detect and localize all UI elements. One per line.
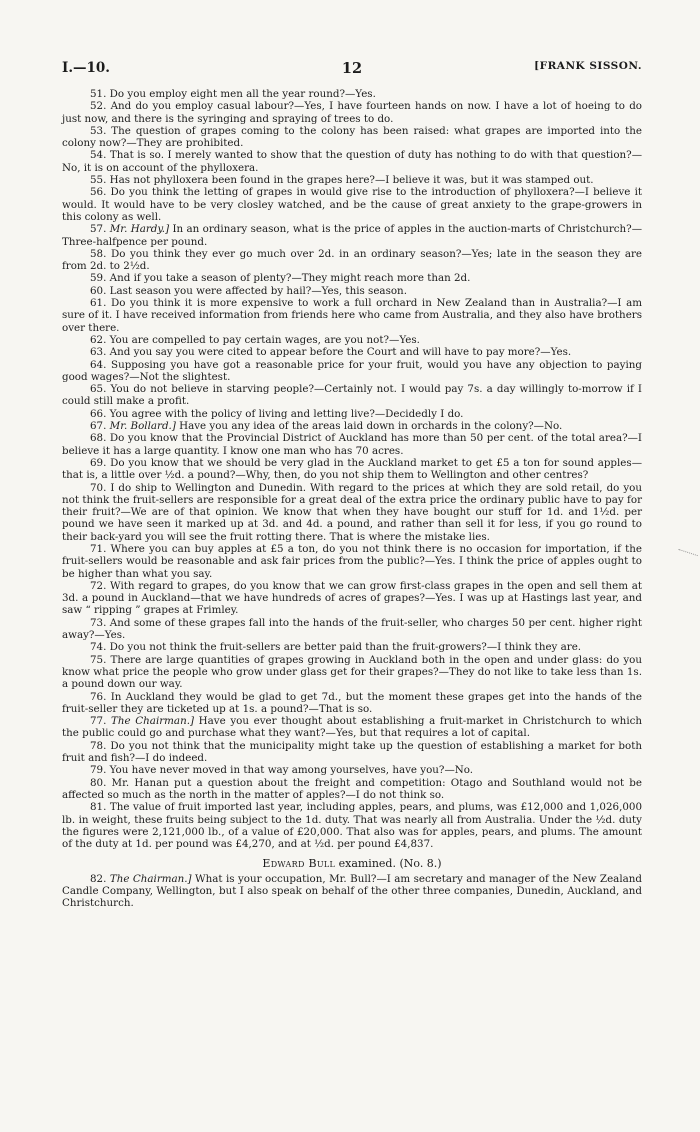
question-paragraph: 64. Supposing you have got a reasonable price for your fruit, would you have any objection to paying good wages?—Not the slightest. (62, 358, 642, 383)
question-paragraph: 62. You are compelled to pay certain wages, are you not?—Yes. (90, 333, 420, 346)
question-paragraph: 76. In Auckland they would be glad to get 7d., but the moment these grapes get into the hands of the fruit-seller they are ticketed up at 1s. a pound?—That is so. (62, 690, 642, 715)
question-paragraph: 56. Do you think the letting of grapes in would give rise to the introduction of phylloxera?—I believe it would. It would have to be very closley watched, and be the cause of great anxiety to the grape-growers in this colony as well. (62, 186, 642, 223)
question-paragraph: 55. Has not phylloxera been found in the grapes here?—I believe it was, but it was stamped out. (90, 174, 594, 187)
section-heading: Edward Bull examined. (No. 8.) (262, 857, 442, 871)
questions-58-66 (62, 248, 642, 420)
question-paragraph: 61. Do you think it is more expensive to work a full orchard in New Zealand than in Australia?—I am sure of it. I have received information from friends here who came from Australia, and they also have brothers over there. (62, 297, 642, 334)
questions-68-76 (62, 432, 642, 715)
question-paragraph: 70. I do ship to Wellington and Dunedin. With regard to the prices at which they are sold retail, do you not think the fruit-sellers are responsible for a great deal of the extra price the ordinary public have to pay for their fruit?—We are of that opinion. We know that when they have bought our stuff for 1d. and 1½d. per pound we have seen it marked up at 3d. and 4d. a pound, and rather than sell it for less, if you go round to their back-yard you will see the fruit rotting there. That is where the mistake lies. (62, 481, 642, 543)
speaker: The Chairman.] (109, 872, 192, 885)
speaker: Mr. Bollard.] (109, 420, 176, 433)
question-paragraph: 63. And you say you were cited to appear before the Court and will have to pay more?—Yes. (90, 346, 572, 359)
question-paragraph: 59. And if you take a season of plenty?—They might reach more than 2d. (90, 272, 471, 285)
witness-name: Edward Bull (262, 857, 336, 871)
question-77: 77. The Chairman.] Have you ever thought about establishing a fruit-market in Christchurch to which the public could go and purchase what they want?—Yes, but that requires a lot of capital. (62, 715, 643, 740)
question-paragraph: 51. Do you employ eight men all the year round?—Yes. (90, 88, 376, 100)
question-paragraph: 81. The value of fruit imported last year, including apples, pears, and plums, was £12,000 and 1,026,000 lb. in weight, these fruits being subject to the 1d. duty. That was nearly all from Australia. Under the ½d. duty the figures were 2,121,000 lb., of a value of £20,000. That also was for apples, pears, and plums. The amount of the duty at 1d. per pound was £4,270, and at ½d. per pound £4,837. (62, 801, 642, 851)
paper-reference: I.—10. (62, 60, 111, 76)
question-paragraph: 58. Do you think they ever go much over 2d. in an ordinary season?—Yes; late in the season they are from 2d. to 2½d. (62, 247, 642, 273)
witness-name-header: [FRANK SISSON. (534, 60, 642, 72)
question-paragraph: 65. You do not believe in starving people?—Certainly not. I would pay 7s. a day willingly to-morrow if I could still make a profit. (62, 383, 642, 408)
question-paragraph: 75. There are large quantities of grapes growing in Auckland both in the open and under glass: do you know what price the people who grow under glass get for their grapes?—They do not like to take less than 1s. a pound down our way. (62, 653, 642, 691)
questions-51-56 (62, 88, 642, 223)
question-paragraph: 72. With regard to grapes, do you know that we can grow first-class grapes in the open and sell them at 3d. a pound in Auckland—that we have hundreds of acres of grapes?—Yes. I was up at Hastings last year, and saw “ ripping ” grapes at Frimley. (62, 579, 642, 617)
page-header (62, 60, 642, 78)
question-paragraph: 79. You have never moved in that way among yourselves, have you?—No. (90, 764, 474, 777)
question-paragraph: 66. You agree with the policy of living and letting live?—Decidedly I do. (90, 407, 464, 420)
speaker: Mr. Hardy.] (109, 223, 170, 236)
page-number: 12 (341, 60, 363, 77)
questions-78-81 (62, 740, 642, 851)
margin-mark (678, 549, 698, 557)
question-paragraph: 74. Do you not think the fruit-sellers are better paid than the fruit-growers?—I think they are. (90, 641, 582, 654)
question-paragraph: 53. The question of grapes coming to the colony has been raised: what grapes are imported into the colony now?—They are prohibited. (62, 124, 642, 150)
question-paragraph: 73. And some of these grapes fall into the hands of the fruit-seller, who charges 50 per cent. higher right away?—Yes. (62, 616, 642, 642)
question-paragraph: 69. Do you know that we should be very glad in the Auckland market to get £5 a ton for sound apples—that is, a little over ½d. a pound?—Why, then, do you not ship them to Wellington and other centres? (62, 456, 642, 482)
question-paragraph: 80. Mr. Hanan put a question about the freight and competition: Otago and Southland would not be affected so much as the north in the matter of apples?—I do not think so. (62, 776, 642, 801)
question-67: 67. Mr. Bollard.] Have you any idea of the areas laid down in orchards in the colony?—No. (90, 420, 563, 433)
question-paragraph: 52. And do you employ casual labour?—Yes, I have fourteen hands on now. I have a lot of hoeing to do just now, and there is the syringing and spraying of trees to do. (62, 100, 642, 125)
question-82: 82. The Chairman.] What is your occupation, Mr. Bull?—I am secretary and manager of the New Zealand Candle Company, Wellington, but I also speak on behalf of the other three companies, Dunedin, Auckland, and Christchurch. (62, 872, 642, 910)
question-paragraph: 68. Do you know that the Provincial District of Auckland has more than 50 per cent. of the total area?—I believe it has a large quantity. I know one man who has 70 acres. (62, 432, 642, 457)
question-paragraph: 60. Last season you were affected by hail?—Yes, this season. (90, 284, 407, 297)
speaker: The Chairman.] (111, 715, 194, 728)
question-57: 57. Mr. Hardy.] In an ordinary season, what is the price of apples in the auction-marts of Christchurch?—Three-halfpence per pound. (62, 223, 642, 248)
question-paragraph: 54. That is so. I merely wanted to show that the question of duty has nothing to do with that question?—No, it is on account of the phylloxera. (62, 149, 642, 174)
evidence-text (62, 88, 642, 910)
question-paragraph: 78. Do you not think that the municipality might take up the question of establishing a market for both fruit and fish?—I do indeed. (62, 739, 642, 765)
question-paragraph: 71. Where you can buy apples at £5 a ton, do you not think there is no occasion for importation, if the fruit-sellers would be reasonable and ask fair prices from the public?—Yes. I think the price of apples ought to be higher than what you say. (62, 542, 642, 580)
